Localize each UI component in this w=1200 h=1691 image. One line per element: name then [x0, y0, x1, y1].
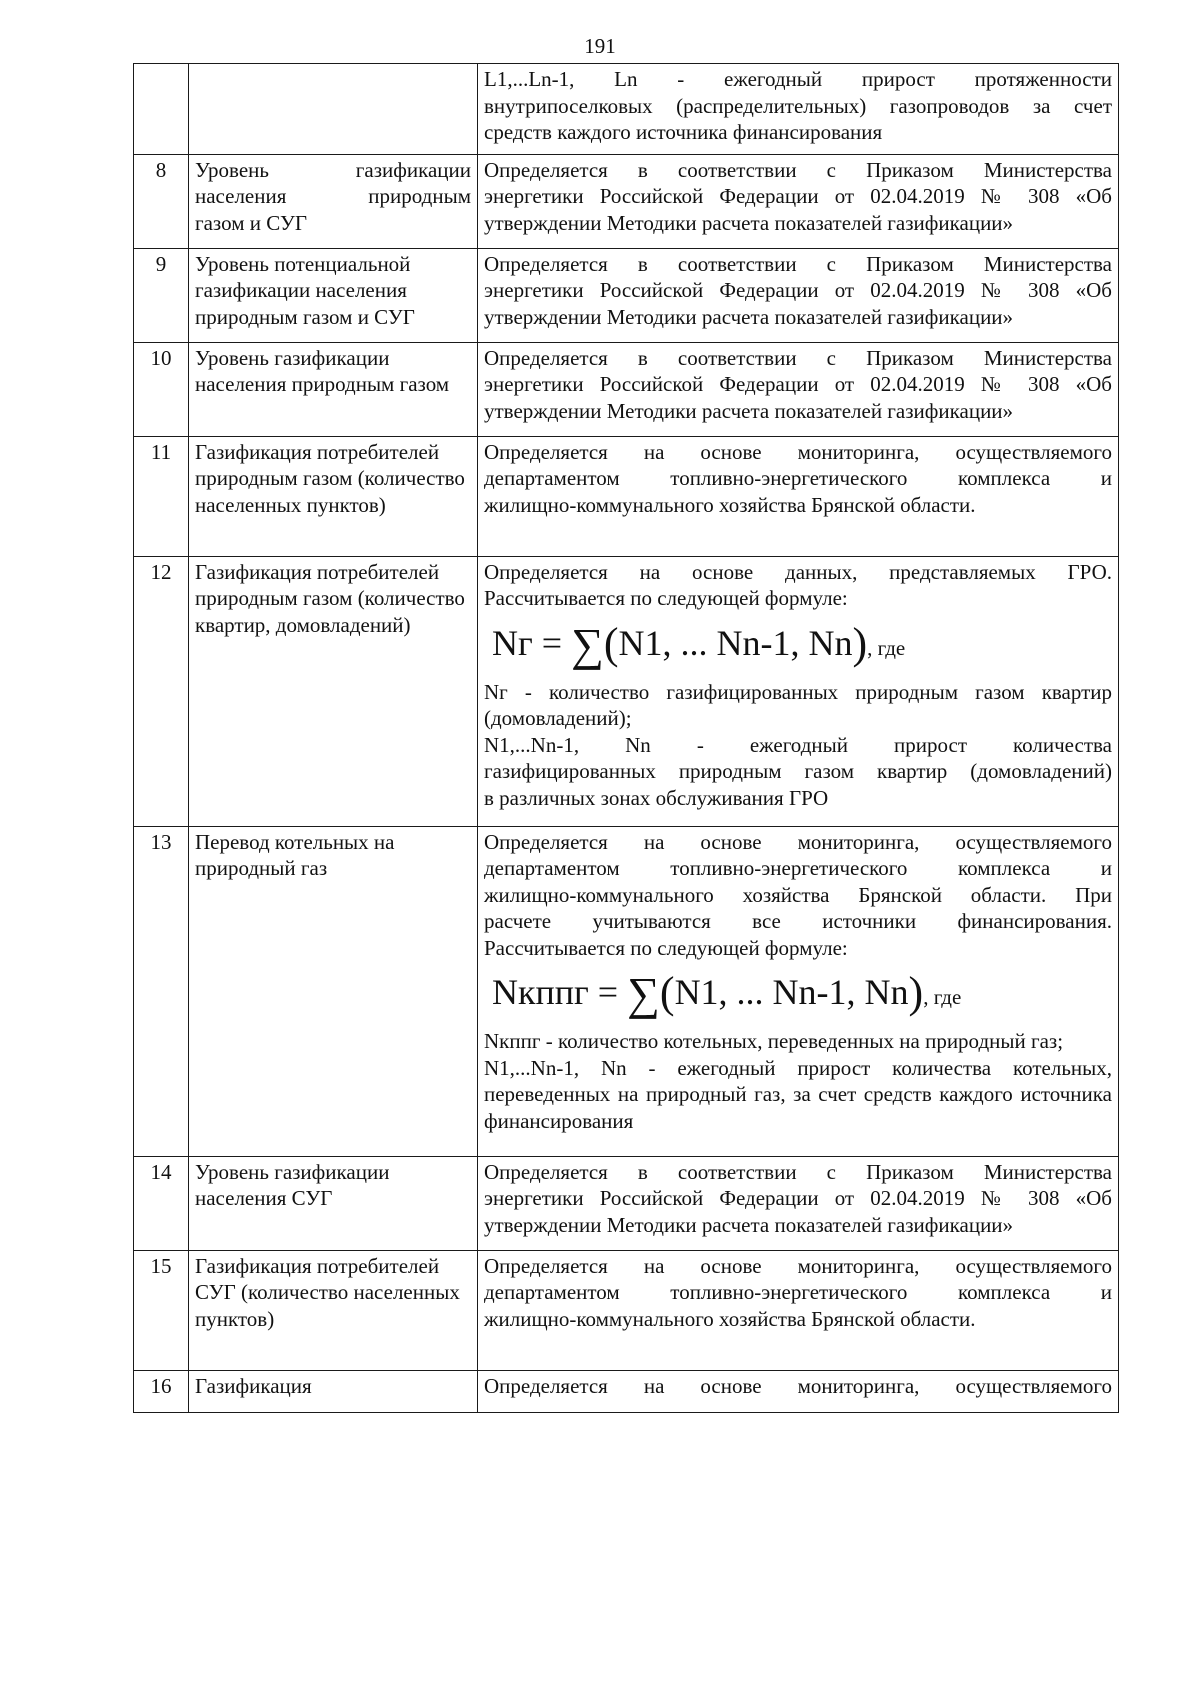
indicator-method: L1,...Ln-1, Ln - ежегодный прирост протяженности внутрипоселковых (распределительных) газопроводов за счет средств каждого источника финансирования — [478, 64, 1119, 155]
indicator-method: Определяется в соответствии с Приказом Министерства энергетики Российской Федерации от 02.04.2019 № 308 «Об утверждении Методики расчета показателей газификации» — [478, 342, 1119, 436]
indicator-name: Газификация потребителей СУГ (количество населенных пунктов) — [189, 1250, 478, 1370]
indicator-name: Перевод котельных на природный газ — [189, 826, 478, 1156]
page-number: 191 — [584, 34, 616, 58]
indicator-method: Определяется на основе мониторинга, осуществляемого департаментом топливно-энергетического комплекса и жилищно-коммунального хозяйства Брянской области. — [478, 1250, 1119, 1370]
table-row — [134, 154, 1119, 248]
formula-ng: Nг = ∑(N1, ... Nn-1, Nn), где — [492, 618, 906, 670]
table-row — [134, 436, 1119, 556]
indicator-name: Уровень газификации населения природным газом — [189, 342, 478, 436]
indicator-name: Газификация — [189, 1370, 478, 1412]
table-row — [134, 1156, 1119, 1250]
indicator-method: Определяется на основе мониторинга, осуществляемого департаментом топливно-энергетического комплекса и жилищно-коммунального хозяйства Брянской области. При расчете учитываются все источники финансирования. Рассчитывается по следующей формуле: Nкппг = ∑(N1, ... Nn-1, Nn), где Nкппг - количество котельных, переведенных на природный газ; N1,...Nn-1, Nn - ежегодный прирост количества котельных, переведенных на природный газ, за счет средств каждого источника финансирования — [478, 826, 1119, 1156]
table-row — [134, 826, 1119, 1156]
indicator-name: Газификация потребителей природным газом (количество квартир, домовладений) — [189, 556, 478, 826]
table-row — [134, 556, 1119, 826]
indicator-method: Определяется на основе мониторинга, осуществляемого департаментом топливно-энергетического комплекса и жилищно-коммунального хозяйства Брянской области. — [478, 436, 1119, 556]
row-number: 14 — [134, 1156, 189, 1250]
indicator-table — [133, 63, 1119, 1413]
indicator-method: Определяется на основе данных, представляемых ГРО. Рассчитывается по следующей формуле: Nг = ∑(N1, ... Nn-1, Nn), где Nг - количество газифицированных природным газом квартир (домовладений); N1,...Nn-1, Nn - ежегодный прирост количества газифицированных природным газом квартир (домовладений) в различных зонах обслуживания ГРО — [478, 556, 1119, 826]
indicator-method: Определяется на основе мониторинга, осуществляемого — [478, 1370, 1119, 1412]
table-row — [134, 248, 1119, 342]
indicator-method: Определяется в соответствии с Приказом Министерства энергетики Российской Федерации от 02.04.2019 № 308 «Об утверждении Методики расчета показателей газификации» — [478, 154, 1119, 248]
table-row — [134, 1370, 1119, 1412]
indicator-name: Уровень газификации населения природным газом и СУГ — [189, 154, 478, 248]
row-number: 11 — [134, 436, 189, 556]
row-number: 10 — [134, 342, 189, 436]
table-row — [134, 1250, 1119, 1370]
row-number: 9 — [134, 248, 189, 342]
row-number: 15 — [134, 1250, 189, 1370]
row-number: 12 — [134, 556, 189, 826]
indicator-method: Определяется в соответствии с Приказом Министерства энергетики Российской Федерации от 02.04.2019 № 308 «Об утверждении Методики расчета показателей газификации» — [478, 248, 1119, 342]
indicator-name: Уровень потенциальной газификации населения природным газом и СУГ — [189, 248, 478, 342]
indicator-name: Уровень газификации населения СУГ — [189, 1156, 478, 1250]
formula-nkppg: Nкппг = ∑(N1, ... Nn-1, Nn), где — [492, 968, 962, 1019]
row-number: 8 — [134, 154, 189, 248]
row-number: 13 — [134, 826, 189, 1156]
row-number — [134, 64, 189, 155]
indicator-name — [189, 64, 478, 155]
indicator-method: Определяется в соответствии с Приказом Министерства энергетики Российской Федерации от 02.04.2019 № 308 «Об утверждении Методики расчета показателей газификации» — [478, 1156, 1119, 1250]
table-row — [134, 64, 1119, 155]
indicator-name: Газификация потребителей природным газом (количество населенных пунктов) — [189, 436, 478, 556]
table-row — [134, 342, 1119, 436]
row-number: 16 — [134, 1370, 189, 1412]
